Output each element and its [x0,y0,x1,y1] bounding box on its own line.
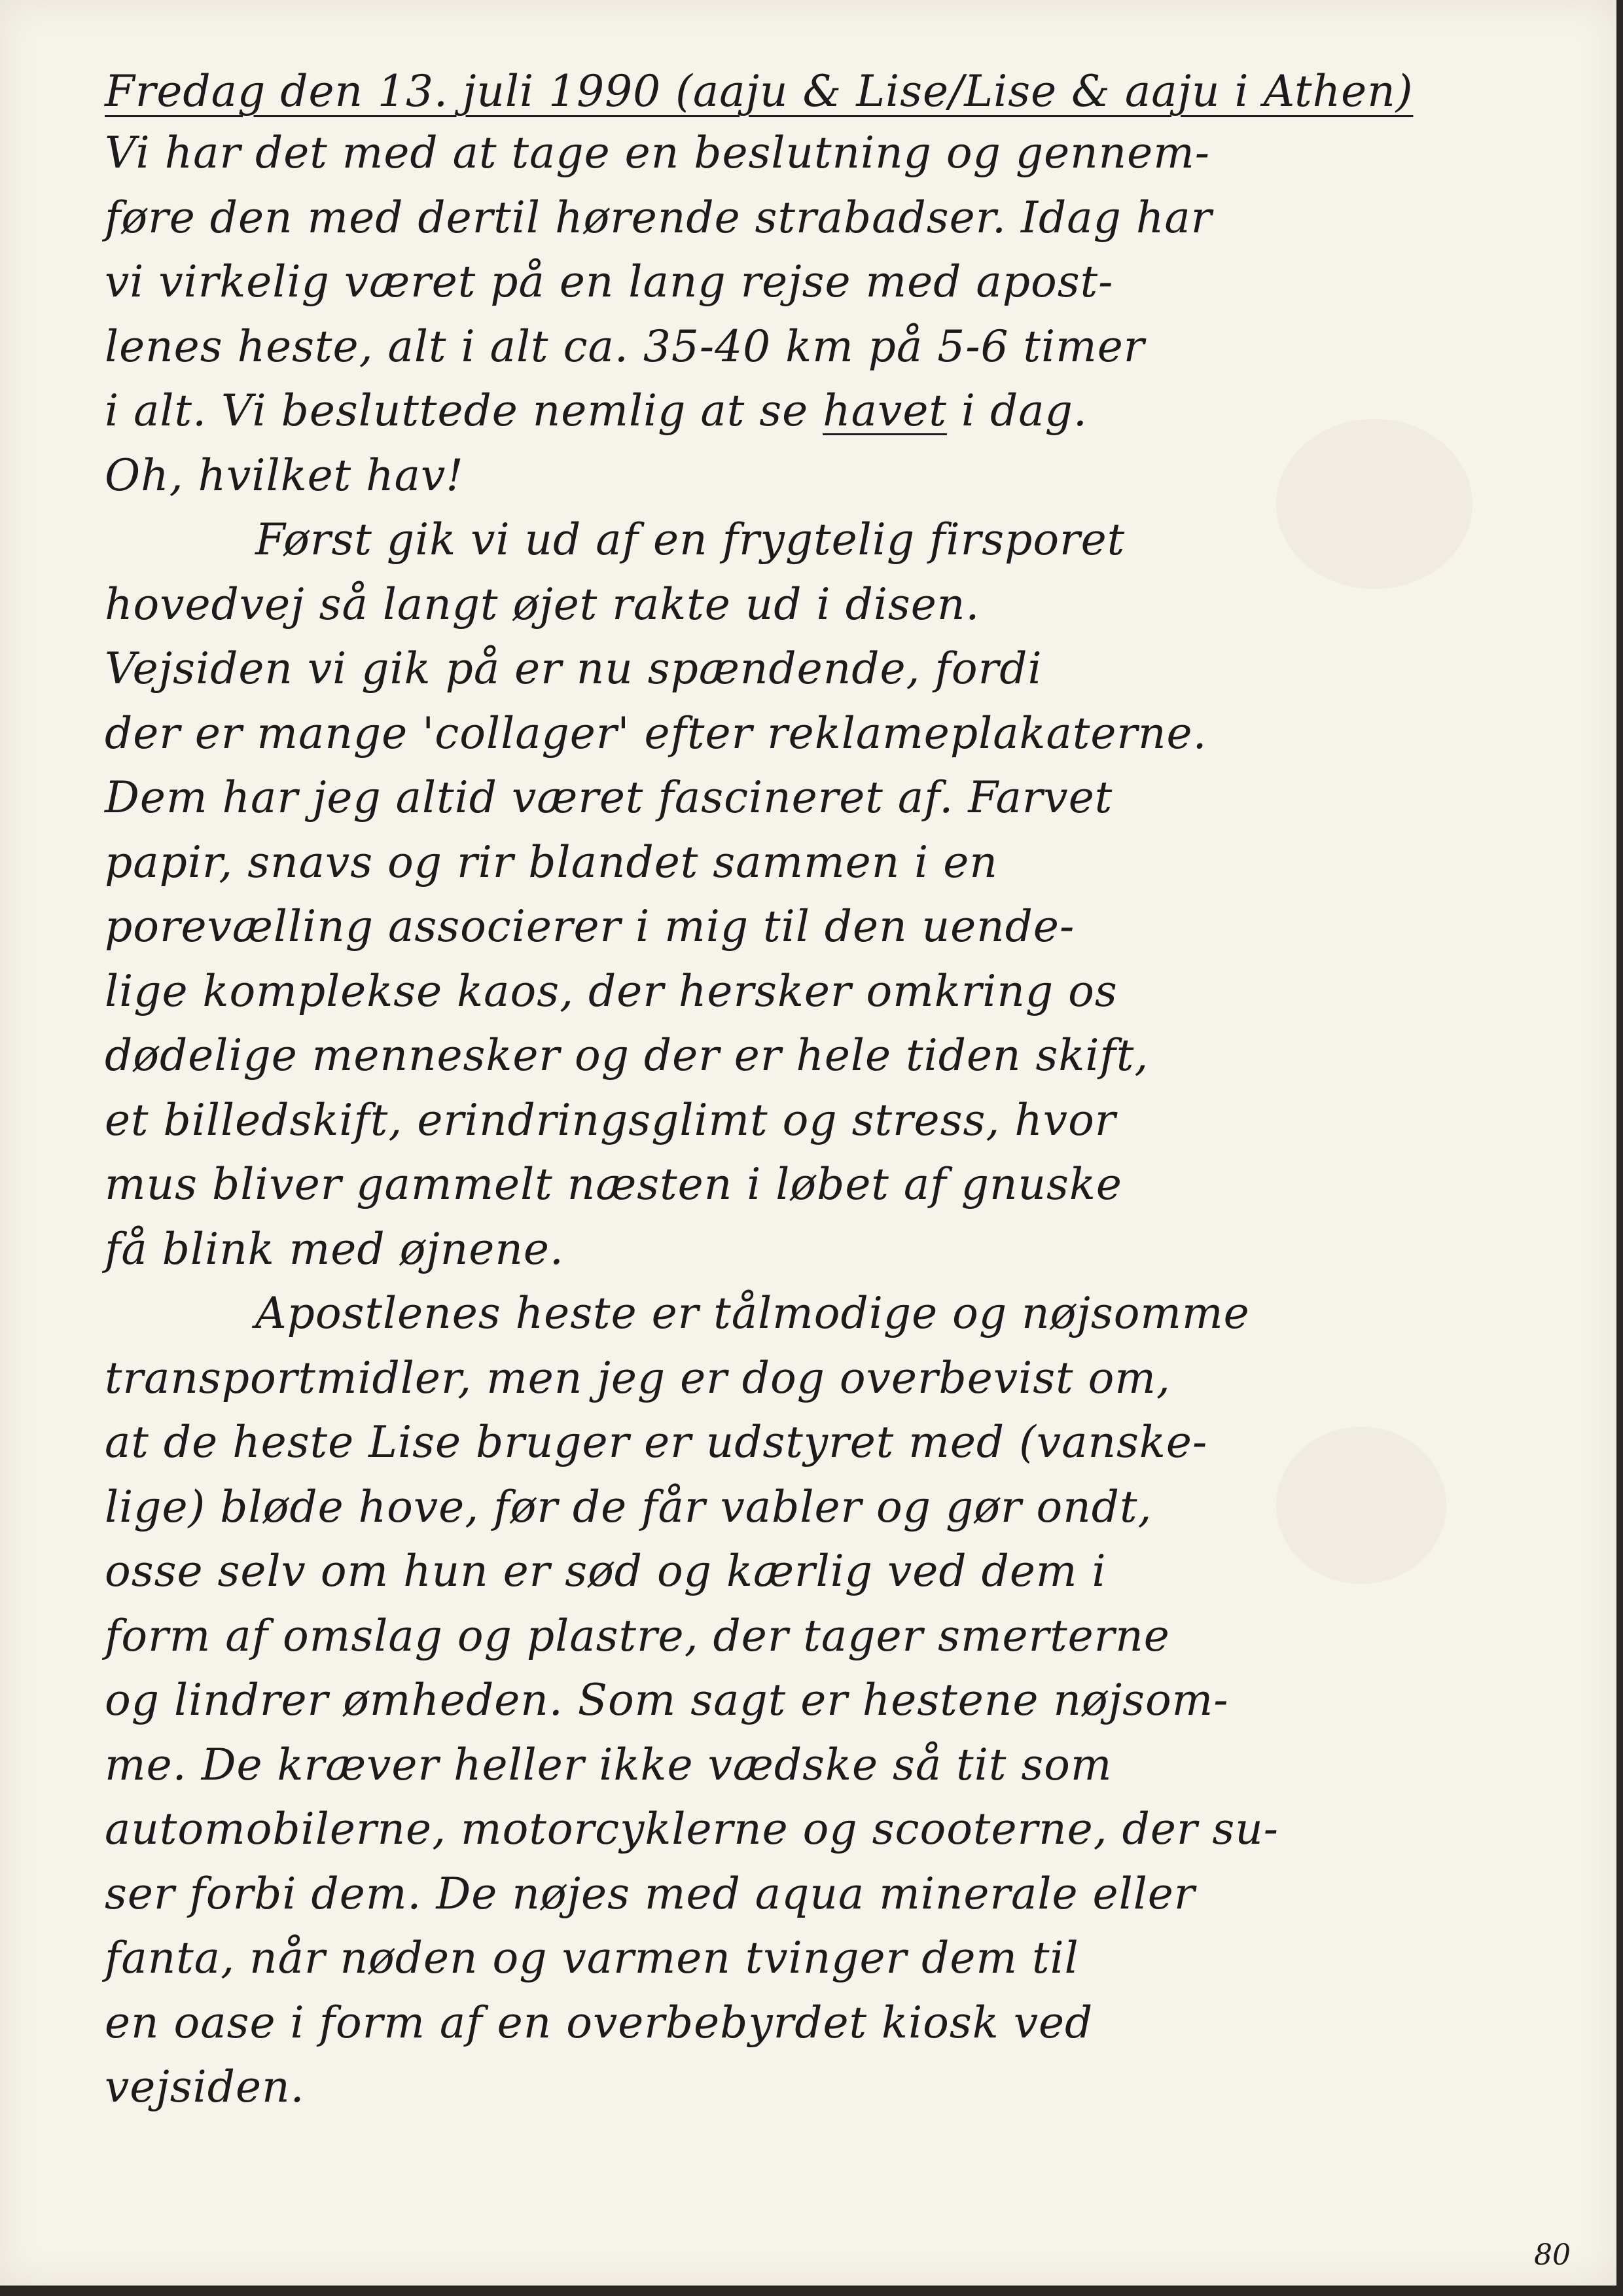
text-line: ser forbi dem. De nøjes med aqua minerale eller [105,1868,1196,1919]
page-number: 80 [1534,2238,1571,2272]
text-segment: i alt. Vi besluttede nemlig at se [105,386,809,436]
text-line: fanta, når nøden og varmen tvinger dem til [105,1933,1079,1983]
text-line: me. De kræver heller ikke vædske så tit som [105,1739,1113,1790]
text-line: og lindrer ømheden. Som sagt er hestene nøjsom- [105,1675,1229,1725]
text-line: Dem har jeg altid været fascineret af. Farvet [105,772,1113,823]
text-segment: i dag. [961,386,1088,436]
text-line: automobilerne, motorcyklerne og scooterne, der su- [105,1804,1279,1854]
text-line: dødelige mennesker og der er hele tiden skift, [105,1030,1149,1081]
text-line [105,379,1584,444]
paragraph-start-line: Først gik vi ud af en frygtelig firsporet [255,514,1126,565]
text-line: Vi har det med at tage en beslutning og gennem- [105,128,1211,178]
text-line: at de heste Lise bruger er udstyret med (vanske- [105,1417,1208,1467]
text-line: transportmidler, men jeg er dog overbevist om, [105,1352,1171,1403]
text-line: hovedvej så langt øjet rakte ud i disen. [105,579,980,630]
page-bottom-edge [0,2286,1623,2296]
underlined-word: havet [823,386,947,436]
entry-heading: Fredag den 13. juli 1990 (aaju & Lise/Lise & aaju i Athen) [105,66,1414,117]
text-line: en oase i form af en overbebyrdet kiosk ved [105,1997,1094,2048]
text-line: lenes heste, alt i alt ca. 35-40 km på 5-6 timer [105,321,1145,372]
text-line: form af omslag og plastre, der tager smerterne [105,1610,1170,1661]
text-line: mus bliver gammelt næsten i løbet af gnuske [105,1159,1122,1210]
text-line: der er mange 'collager' efter reklameplakaterne. [105,708,1207,759]
page-edge [1616,0,1623,2296]
text-line: vejsiden. [105,2062,305,2112]
text-line: porevælling associerer i mig til den uende- [105,901,1075,952]
paragraph-start-line: Apostlenes heste er tålmodige og nøjsomme [255,1288,1250,1338]
text-line: Oh, hvilket hav! [105,450,464,501]
text-line: papir, snavs og rir blandet sammen i en [105,836,998,888]
text-line: Vejsiden vi gik på er nu spændende, fordi [105,643,1043,694]
text-line: osse selv om hun er sød og kærlig ved dem i [105,1546,1107,1596]
handwritten-text [105,62,1584,2120]
text-line: føre den med dertil hørende strabadser. Idag har [105,192,1213,243]
text-line: lige komplekse kaos, der hersker omkring os [105,965,1118,1016]
text-line: lige) bløde hove, før de får vabler og gør ondt, [105,1481,1152,1532]
text-line: et billedskift, erindringsglimt og stress, hvor [105,1094,1116,1145]
text-line: vi virkelig været på en lang rejse med apost- [105,257,1114,307]
text-line: få blink med øjnene. [105,1223,564,1274]
